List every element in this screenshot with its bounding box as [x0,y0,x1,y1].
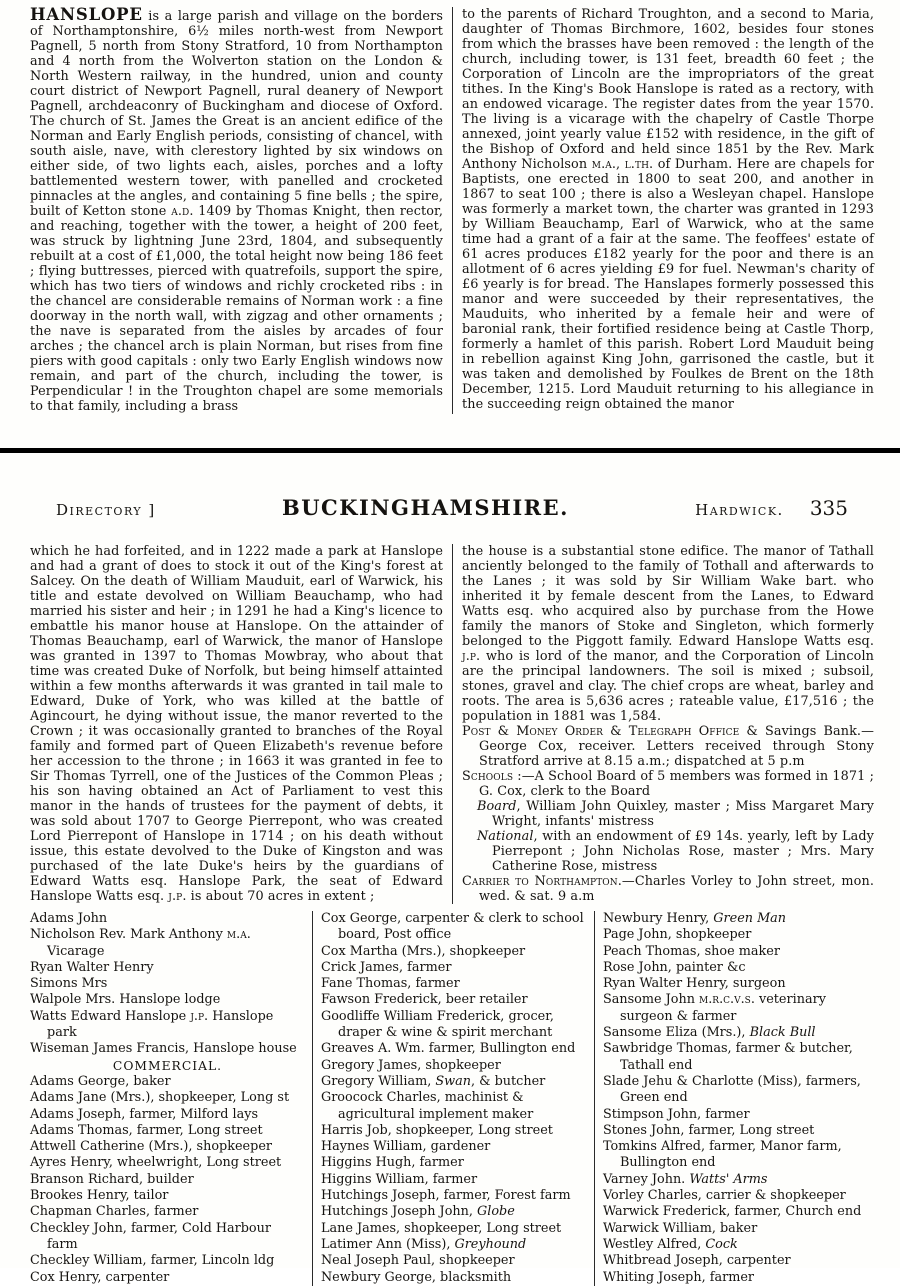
section-divider-rule [0,448,900,453]
running-header [0,495,900,520]
middle-left-column: which he had forfeited, and in 1222 made a park at Hanslope and had a grant of does to stock it out of the King's forest at Salcey. On the death of William Mauduit, earl of Warwick, his title and estate devolved on William Beauchamp, who had married his sister and heir ; in 1291 he had a King's licence to embattle his manor house at Hanslope. On the attainder of Thomas Beauchamp, earl of Warwick, the manor of Hanslope was granted in 1397 to Thomas Mowbray, who about that time was created Duke of Norfolk, but being himself attainted within a few months afterwards it was granted in tail male to Edward, Duke of York, who was killed at the battle of Agincourt, he dying without issue, the manor reverted to the Crown ; it was occasionally granted to branches of the Royal family and formed part of Queen Elizabeth's revenue before her accession to the throne ; in 1663 it was granted in fee to Sir Thomas Tyrrell, one of the Justices of the Common Pleas ; his son having obtained an Act of Parliament to vest this manor in the hands of trustees for the payment of debts, it was sold about 1707 to George Pierrepont, who was created Lord Pierrepont of Hanslope in 1714 ; on his death without issue, this estate devolved to the Duke of Kingston and was purchased of the late Duke's heirs by the guardians of Edward Watts esq. Hanslope Park, the seat of Edward Hanslope Watts esq. j.p. is about 70 acres in extent ; [30,544,443,904]
list-item: Varney John. Watts' Arms [602,1171,768,1187]
list-item: Walpole Mrs. Hanslope lodge [30,992,221,1008]
top-section [0,0,900,414]
header-directory-label: Directory ] [56,501,156,519]
list-item: Lane James, shopkeeper, Long street [320,1220,562,1236]
list-item: Board, William John Quixley, master ; Miss Margaret Mary Wright, infants' mistress [477,799,874,829]
list-item: Adams John [30,911,108,926]
list-item: Neal Joseph Paul, shopkeeper [320,1253,515,1269]
list-item: Wiseman James Francis, Hanslope house [30,1041,297,1057]
list-item: Brookes Henry, tailor [30,1188,169,1204]
list-item: Adams Jane (Mrs.), shopkeeper, Long st [30,1090,290,1106]
list-item: Checkley William, farmer, Lincoln ldg [30,1253,275,1269]
list-item: Post & Money Order & Telegraph Office & Savings Bank.—George Cox, receiver. Letters received through Stony Stratford arrive at 8.15 a.m.; dispatched at 5 p.m [462,724,874,769]
list-item: Branson Richard, builder [30,1171,194,1187]
top-right-column: to the parents of Richard Troughton, and a second to Maria, daughter of Thomas Birchmore, 1602, besides four stones from which the brasses have been removed : the length of the church, including tower, is 131 feet, breadth 60 feet ; the Corporation of Lincoln are the impropriators of the great tithes. In the King's Book Hanslope is rated as a rectory, with an endowed vicarage. The register dates from the year 1570. The living is a vicarage with the chapelry of Castle Thorpe annexed, joint yearly value £152 with residence, in the gift of the Bishop of Oxford and held since 1851 by the Rev. Mark Anthony Nicholson m.a., l.th. of Durham. Here are chapels for Baptists, one erected in 1800 to seat 200, and another in 1867 to seat 100 ; there is also a Wesleyan chapel. Hanslope was formerly a market town, the charter was granted in 1293 by William Beauchamp, Earl of Warwick, who at the same time had a grant of a fair at the same. The feoffees' estate of 61 acres produces £182 yearly for the poor and there is an allotment of 6 acres yielding £9 for fuel. Newman's charity of £6 yearly is for bread. The Hanslapes formerly possessed this manor and were succeeded by their representatives, the Mauduits, who inherited by a female heir and were of baronial rank, their fortified residence being at Castle Thorp, formerly a hamlet of this parish. Robert Lord Mauduit being in rebellion against King John, garrisoned the castle, but it was taken and demolished by Foulkes de Brent on the 18th December, 1215. Lord Mauduit returning to his allegiance in the succeeding reign obtained the manor [452,7,874,414]
list-item: Adams Joseph, farmer, Milford lays [30,1106,259,1122]
list-item: Whiting Joseph, farmer [602,1269,755,1285]
list-item: Attwell Catherine (Mrs.), shopkeeper [30,1139,273,1155]
list-item: Gregory William, Swan, & butcher [320,1073,546,1089]
top-left-column: HANSLOPE is a large parish and village on the borders of Northamptonshire, 6½ miles north-west from Newport Pagnell, 5 north from Stony Stratford, 10 from Northampton and 4 north from the Wolverton station on the London & North Western railway, in the hundred, union and county court district of Newport Pagnell, rural deanery of Newport Pagnell, archdeaconry of Buckingham and diocese of Oxford. The church of St. James the Great is an ancient edifice of the Norman and Early English periods, consisting of chancel, with south aisle, nave, with clerestory lighted by six windows on either side, of two lights each, aisles, porches and a lofty battlemented western tower, with panelled and crocketed pinnacles at the angles, and containing 5 fine bells ; the spire, built of Ketton stone a.d. 1409 by Thomas Knight, then rector, and reaching, together with the tower, a height of 200 feet, was struck by lightning June 23rd, 1804, and subsequently rebuilt at a cost of £1,000, the total height now being 186 feet ; flying buttresses, pierced with quatrefoils, support the spire, which has two tiers of windows and richly crocketed ribs : in the chancel are considerable remains of Norman work : a fine doorway in the north wall, with zigzag and other ornaments ; the nave is separated from the aisles by arcades of four arches ; the chancel arch is plain Norman, but rises from fine piers with good capitals : only two Early English windows now remain, and part of the church, including the tower, is Perpendicular ! in the Troughton chapel are some memorials to that family, including a brass [30,5,443,414]
list-item: Haynes William, gardener [320,1139,491,1155]
list-item: Whitbread Joseph, carpenter [602,1253,791,1269]
list-item: Higgins Hugh, farmer [320,1155,464,1171]
header-place-label: Hardwick. [695,501,784,519]
list-item: Cox George, carpenter & clerk to school board, Post office [320,911,584,943]
list-item: Sawbridge Thomas, farmer & butcher, Tathall end [602,1041,853,1073]
list-item: Greaves A. Wm. farmer, Bullington end [320,1041,576,1057]
list-item: Goodliffe William Frederick, grocer, draper & wine & spirit merchant [320,1008,554,1041]
list-item: Fane Thomas, farmer [320,976,460,992]
list-item: Ryan Walter Henry [30,959,154,975]
list-item: Ayres Henry, wheelwright, Long street [30,1155,282,1171]
directory-column-1 [30,911,312,1286]
list-item: Hutchings Joseph John, Globe [320,1204,515,1220]
list-item: Ryan Walter Henry, surgeon [602,976,786,992]
list-item: National, with an endowment of £9 14s. yearly, left by Lady Pierrepont ; John Nicholas Rose, master ; Mrs. Mary Catherine Rose, mistress [477,829,874,874]
list-item: Harris Job, shopkeeper, Long street [320,1122,553,1138]
list-item: Slade Jehu & Charlotte (Miss), farmers, Green end [602,1073,861,1106]
list-item: Carrier to Northampton.—Charles Vorley to John street, mon. wed. & sat. 9 a.m [462,874,874,904]
list-item: Crick James, farmer [320,959,452,975]
list-item: Tomkins Alfred, farmer, Manor farm, Bullington end [602,1139,842,1171]
directory-column-2 [312,911,594,1286]
list-item: Checkley John, farmer, Cold Harbour farm [30,1220,271,1252]
list-item: Watts Edward Hanslope j.p. Hanslope park [30,1008,274,1041]
header-county-title: BUCKINGHAMSHIRE. [281,495,569,520]
list-item: Peach Thomas, shoe maker [602,943,780,959]
list-item: Chapman Charles, farmer [30,1204,199,1220]
list-item: Vorley Charles, carrier & shopkeeper [602,1188,846,1204]
list-item: Warwick William, baker [602,1220,758,1236]
list-item: Stimpson John, farmer [602,1106,750,1122]
page-number: 335 [809,496,848,520]
list-item: Westley Alfred, Cock [602,1236,738,1252]
list-item: Cox Martha (Mrs.), shopkeeper [320,943,526,959]
list-item: Newbury George, blacksmith [320,1269,512,1285]
list-item: Nicholson Rev. Mark Anthony m.a. Vicarage [30,927,251,959]
directory-column-3 [594,911,876,1286]
list-item: Gregory James, shopkeeper [320,1057,501,1073]
list-item: Sansome John m.r.c.v.s. veterinary surgeon & farmer [602,992,826,1024]
header-right-group [695,496,848,520]
list-item: Fawson Frederick, beer retailer [320,992,528,1008]
list-item: Hutchings Joseph, farmer, Forest farm [320,1188,571,1204]
list-heading: COMMERCIAL. [112,1058,223,1073]
list-item: Rose John, painter &c [602,959,746,975]
list-item: Groocock Charles, machinist & agricultural implement maker [320,1090,534,1122]
list-item: Stones John, farmer, Long street [602,1122,815,1138]
list-item: Latimer Ann (Miss), Greyhound [320,1236,527,1252]
directory-listing [0,911,900,1286]
middle-right-column [452,544,874,904]
list-item: Newbury Henry, Green Man [602,911,787,926]
list-item: Sansome Eliza (Mrs.), Black Bull [602,1025,816,1041]
list-item: Adams Thomas, farmer, Long street [30,1122,263,1138]
middle-right-paragraph: the house is a substantial stone edifice. The manor of Tathall anciently belonged to the family of Tothall and afterwards to the Lanes ; it was sold by Sir William Wake bart. who inherited it by female descent from the Lanes, to Edward Watts esq. who acquired also by purchase from the Howe family the manors of Stoke and Singleton, which formerly belonged to the Piggott family. Edward Hanslope Watts esq. j.p. who is lord of the manor, and the Corporation of Lincoln are the principal landowners. The soil is mixed ; subsoil, stones, gravel and clay. The chief crops are wheat, barley and roots. The area is 5,636 acres ; rateable value, £17,516 ; the population in 1881 was 1,584. [462,544,874,724]
list-item: Higgins William, farmer [320,1171,478,1187]
list-item: Adams George, baker [30,1073,171,1089]
list-item: Cox Henry, carpenter [30,1269,170,1285]
list-item: Page John, shopkeeper [602,927,752,943]
list-item: Schools :—A School Board of 5 members was formed in 1871 ; G. Cox, clerk to the Board [462,769,874,799]
middle-section [0,544,900,904]
official-entries [462,724,874,904]
list-item: Simons Mrs [30,976,108,992]
list-item: Warwick Frederick, farmer, Church end [602,1204,862,1220]
